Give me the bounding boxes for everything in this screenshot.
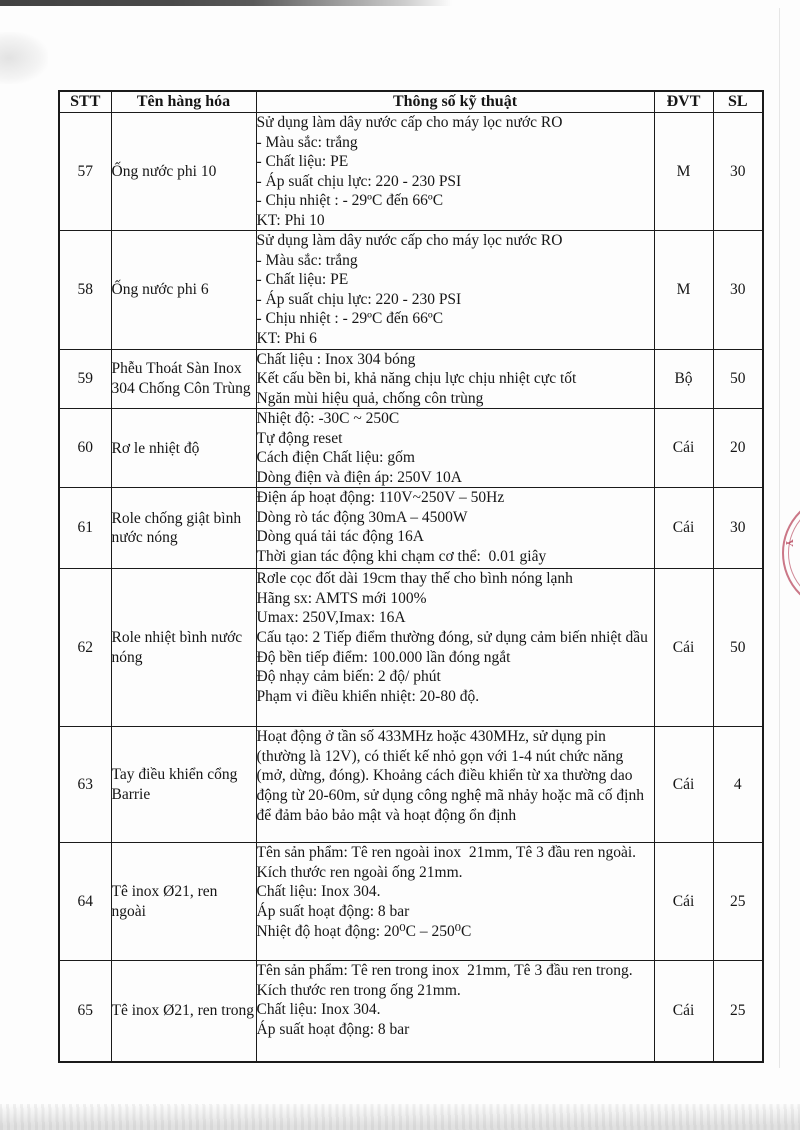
row-specs	[256, 409, 654, 488]
spec-line: - Áp suất chịu lực: 220 - 230 PSI	[256, 290, 462, 308]
table-row	[59, 113, 763, 231]
row-stt: 62	[59, 569, 111, 727]
header-product-name: Tên hàng hóa	[111, 91, 256, 113]
spec-table-body	[59, 113, 763, 1062]
spec-line: Áp suất hoạt động: 8 bar	[256, 1021, 410, 1039]
row-unit: Cái	[654, 488, 713, 569]
row-qty: 25	[713, 843, 763, 961]
row-qty: 50	[713, 569, 763, 727]
spec-line: Độ bền tiếp điểm: 100.000 lần đóng ngắt	[256, 648, 511, 666]
scan-artifact-bottom-band	[0, 1104, 800, 1130]
row-qty: 30	[713, 231, 763, 349]
spec-line: Hoạt động ở tần số 433MHz hoặc 430MHz, sử dụng pin (thường là 12V), có thiết kế nhỏ gọn với 1-4 nút chức năng (mở, dừng, đóng). Khoảng cách điều khiển từ xa thường dao động từ 20-60m, sử dụng công nghệ mã nhảy hoặc mã cố định để đảm bảo bảo mật và hoạt động ổn định	[256, 728, 648, 824]
spec-line: Dòng quá tải tác động 16A	[256, 528, 424, 546]
row-stt: 58	[59, 231, 111, 349]
spec-line: Chất liệu: Inox 304.	[256, 883, 381, 901]
row-unit: M	[654, 113, 713, 231]
row-stt: 63	[59, 727, 111, 843]
row-specs	[256, 843, 654, 961]
row-specs	[256, 727, 654, 843]
table-row	[59, 843, 763, 961]
row-unit: Cái	[654, 961, 713, 1062]
row-qty: 4	[713, 727, 763, 843]
scan-artifact-vertical-line	[779, 8, 780, 1068]
row-unit: Cái	[654, 843, 713, 961]
spec-line: Cấu tạo: 2 Tiếp điểm thường đóng, sử dụng cảm biến nhiệt dầu	[256, 629, 648, 647]
row-stt: 57	[59, 113, 111, 231]
table-row	[59, 961, 763, 1062]
header-specs: Thông số kỹ thuật	[256, 91, 654, 113]
spec-line: - Chất liệu: PE	[256, 153, 349, 171]
row-product-name: Tê inox Ø21, ren ngoài	[111, 843, 256, 961]
row-product-name: Ống nước phi 10	[111, 113, 256, 231]
row-stt: 59	[59, 349, 111, 409]
spec-line: Kết cấu bền bi, khả năng chịu lực chịu nhiệt cực tốt	[256, 370, 577, 388]
spec-line: Kích thước ren ngoài ống 21mm.	[256, 863, 463, 881]
red-stamp-partial-ring	[782, 494, 800, 612]
row-specs	[256, 113, 654, 231]
row-unit: Cái	[654, 569, 713, 727]
spec-line: Tên sản phẩm: Tê ren ngoài inox 21mm, Tê 3 đầu ren ngoài.	[256, 844, 637, 862]
table-row	[59, 569, 763, 727]
spec-line: Chất liệu : Inox 304 bóng	[256, 350, 416, 368]
spec-line: Umax: 250V,Imax: 16A	[256, 609, 406, 627]
spec-line: KT: Phi 10	[256, 211, 325, 229]
row-specs	[256, 349, 654, 409]
row-specs	[256, 488, 654, 569]
spec-line: - Áp suất chịu lực: 220 - 230 PSI	[256, 172, 462, 190]
red-stamp-letter: Y	[782, 539, 795, 547]
row-unit: Bộ	[654, 349, 713, 409]
spec-line: Áp suất hoạt động: 8 bar	[256, 903, 410, 921]
row-stt: 64	[59, 843, 111, 961]
table-row	[59, 409, 763, 488]
spec-line: Nhiệt độ: -30C ~ 250C	[256, 410, 400, 428]
spec-line: Tự động reset	[256, 429, 343, 447]
spec-line: Hãng sx: AMTS mới 100%	[256, 589, 427, 607]
spec-line: Nhiệt độ hoạt động: 20⁰C – 250⁰C	[256, 922, 472, 940]
header-unit: ĐVT	[654, 91, 713, 113]
table-row	[59, 488, 763, 569]
row-unit: M	[654, 231, 713, 349]
row-product-name: Rơ le nhiệt độ	[111, 409, 256, 488]
spec-line: Chất liệu: Inox 304.	[256, 1001, 381, 1019]
row-specs	[256, 569, 654, 727]
row-stt: 61	[59, 488, 111, 569]
scan-artifact-top-bar	[0, 0, 452, 6]
row-product-name: Tê inox Ø21, ren trong	[111, 961, 256, 1062]
spec-line: - Màu sắc: trắng	[256, 133, 358, 151]
spec-line: Thời gian tác động khi chạm cơ thể: 0.01 giây	[256, 548, 547, 566]
row-product-name: Phễu Thoát Sàn Inox 304 Chống Côn Trùng	[111, 349, 256, 409]
product-spec-table	[58, 90, 764, 1063]
spec-line: KT: Phi 6	[256, 330, 317, 348]
row-product-name: Role chống giật bình nước nóng	[111, 488, 256, 569]
row-product-name: Tay điều khiển cổng Barrie	[111, 727, 256, 843]
row-qty: 20	[713, 409, 763, 488]
spec-line: Phạm vi điều khiển nhiệt: 20-80 độ.	[256, 687, 480, 705]
row-specs	[256, 961, 654, 1062]
header-stt: STT	[59, 91, 111, 113]
table-row	[59, 727, 763, 843]
spec-line: Tên sản phẩm: Tê ren trong inox 21mm, Tê 3 đầu ren trong.	[256, 962, 633, 980]
spec-line: - Chất liệu: PE	[256, 271, 349, 289]
spec-line: Sử dụng làm dây nước cấp cho máy lọc nước RO	[256, 232, 563, 250]
spec-line: - Chịu nhiệt : - 29ºC đến 66ºC	[256, 310, 444, 328]
spec-line: Độ nhạy cảm biến: 2 độ/ phút	[256, 668, 441, 686]
row-unit: Cái	[654, 409, 713, 488]
spec-line: Dòng rò tác động 30mA – 4500W	[256, 508, 468, 526]
row-specs	[256, 231, 654, 349]
spec-line: - Màu sắc: trắng	[256, 251, 358, 269]
table-row	[59, 231, 763, 349]
spec-line: Kích thước ren trong ống 21mm.	[256, 981, 461, 999]
row-stt: 60	[59, 409, 111, 488]
row-qty: 50	[713, 349, 763, 409]
spec-line: Sử dụng làm dây nước cấp cho máy lọc nước RO	[256, 114, 563, 131]
row-qty: 30	[713, 113, 763, 231]
spec-line: - Chịu nhiệt : - 29ºC đến 66ºC	[256, 192, 444, 210]
row-qty: 30	[713, 488, 763, 569]
table-row	[59, 349, 763, 409]
row-unit: Cái	[654, 727, 713, 843]
spec-line: Rơle cọc đốt dài 19cm thay thế cho bình nóng lạnh	[256, 570, 573, 588]
row-product-name: Ống nước phi 6	[111, 231, 256, 349]
spec-line: Điện áp hoạt động: 110V~250V – 50Hz	[256, 489, 505, 507]
row-stt: 65	[59, 961, 111, 1062]
row-qty: 25	[713, 961, 763, 1062]
scan-artifact-smudge	[0, 32, 48, 84]
spec-line: Dòng điện và điện áp: 250V 10A	[256, 468, 462, 486]
spec-line: Cách điện Chất liệu: gốm	[256, 449, 415, 467]
spec-line: Ngăn mùi hiệu quả, chống côn trùng	[256, 389, 484, 407]
table-header-row	[59, 91, 763, 113]
row-product-name: Role nhiệt bình nước nóng	[111, 569, 256, 727]
header-qty: SL	[713, 91, 763, 113]
